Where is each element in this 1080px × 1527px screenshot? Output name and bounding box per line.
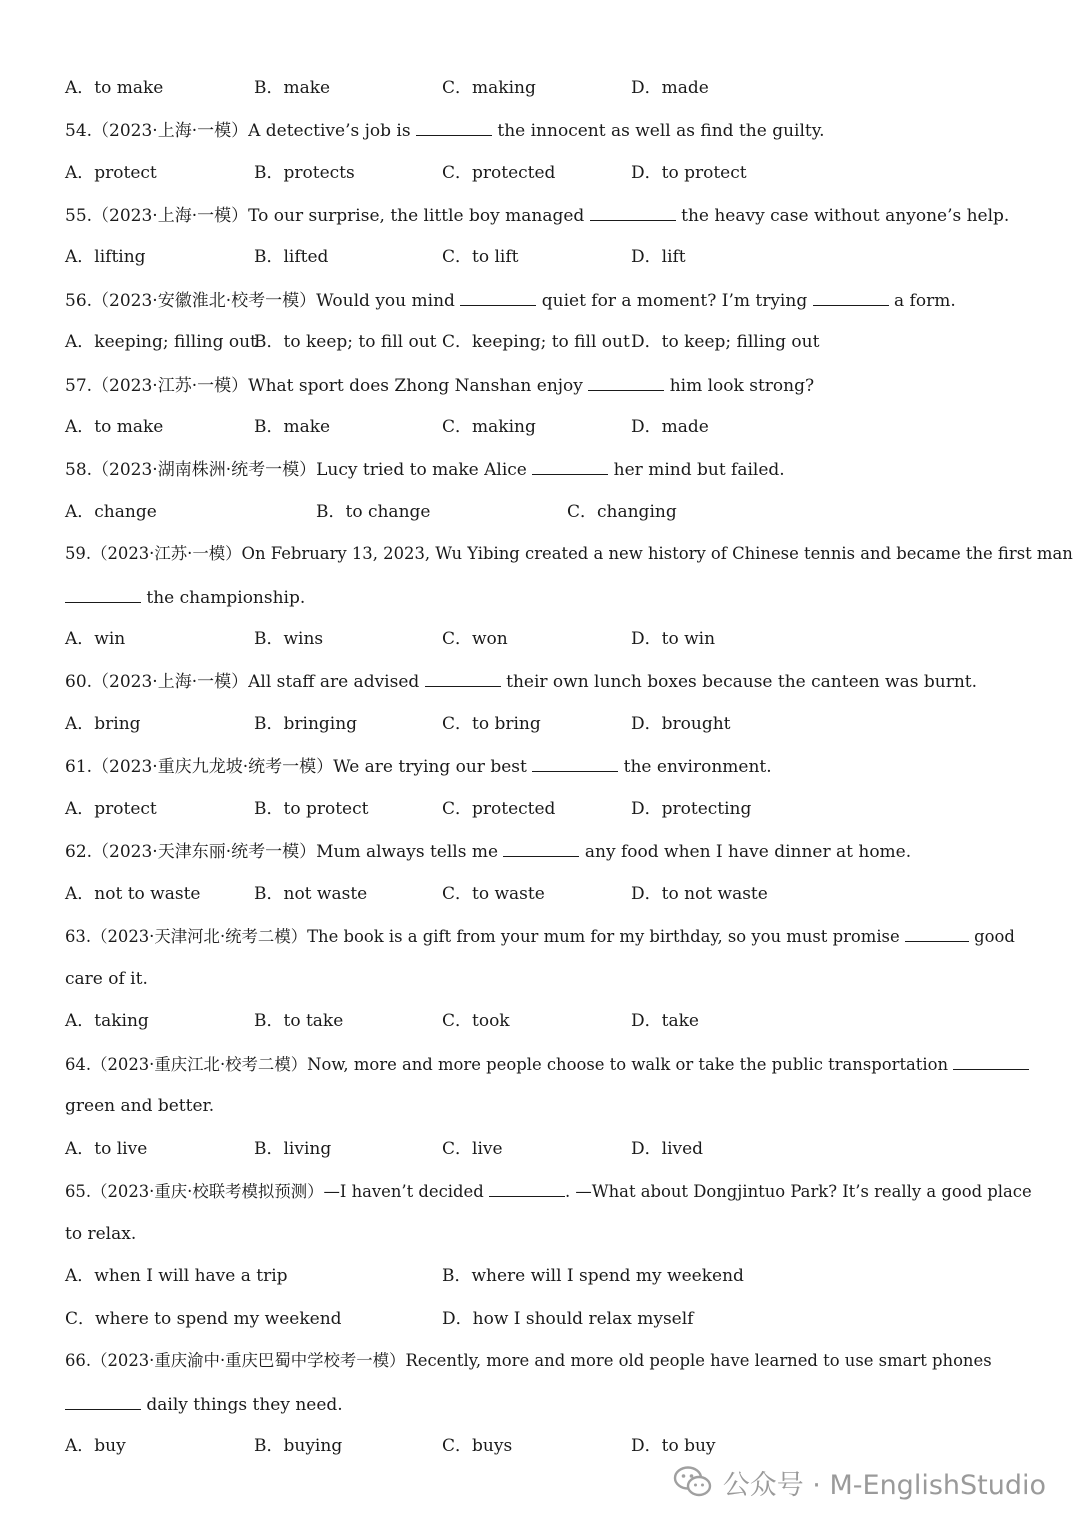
q56-option-b: B．to keep; to fill out — [254, 332, 437, 352]
q63-option-a: A．taking — [65, 1011, 149, 1031]
q60-option-c: C．to bring — [442, 714, 541, 734]
q65-option-b: B．where will I spend my weekend — [442, 1266, 744, 1286]
q54-option-b: B．protects — [254, 163, 355, 183]
q64-option-a: A．to live — [65, 1139, 148, 1159]
watermark-text: 公众号 · M-EnglishStudio — [722, 1469, 1046, 1501]
q63-option-c: C．took — [442, 1011, 510, 1031]
q59-option-c: C．won — [442, 629, 508, 649]
q63-option-b: B．to take — [254, 1011, 344, 1031]
q54-option-d: D．to protect — [631, 163, 747, 183]
q53-option-a: A．to make — [65, 78, 164, 98]
q65-option-c: C．where to spend my weekend — [65, 1309, 342, 1329]
answer-blank — [416, 119, 492, 136]
q60-option-b: B．bringing — [254, 714, 358, 734]
q57-option-c: C．making — [442, 417, 536, 437]
q59-option-d: D．to win — [631, 629, 716, 649]
answer-blank — [953, 1053, 1029, 1070]
q64-stem: 64.（2023·重庆江北·校考二模）Now, more and more people choose to walk or take the public transportation — [65, 1053, 1040, 1076]
answer-blank — [65, 1393, 141, 1410]
q54-option-a: A．protect — [65, 163, 157, 183]
q62-stem: 62.（2023·天津东丽·统考一模）Mum always tells me any food when I have dinner at home. — [65, 842, 912, 862]
q58-option-c: C．changing — [567, 502, 677, 522]
q62-option-b: B．not waste — [254, 884, 368, 904]
q61-option-c: C．protected — [442, 799, 556, 819]
q63-stem: 63.（2023·天津河北·统考二模）The book is a gift from your mum for my birthday, so you must promise good — [65, 927, 1015, 946]
q62-option-d: D．to not waste — [631, 884, 768, 904]
q57-option-d: D．made — [631, 417, 709, 437]
q63-stem-line2: care of it. — [65, 969, 148, 989]
q64-stem-line2: green and better. — [65, 1096, 215, 1116]
answer-blank — [489, 1180, 565, 1197]
q55-stem: 55.（2023·上海·一模）To our surprise, the little boy managed the heavy case without anyone’s help. — [65, 206, 1010, 226]
q59-stem-line2: the championship. — [65, 586, 1040, 609]
q66-stem-line2: daily things they need. — [65, 1393, 1040, 1416]
q66-option-d: D．to buy — [631, 1436, 716, 1456]
watermark — [673, 1462, 1046, 1502]
answer-blank — [65, 586, 141, 603]
q59-option-a: A．win — [65, 629, 126, 649]
q65-stem: 65.（2023·重庆·校联考模拟预测）—I haven’t decided . —What about Dongjintuo Park? It’s really a good place — [65, 1182, 1032, 1201]
q53-option-b: B．make — [254, 78, 331, 98]
q54-stem: 54.（2023·上海·一模）A detective’s job is the innocent as well as find the guilty. — [65, 121, 825, 141]
q56-option-d: D．to keep; filling out — [631, 332, 820, 352]
q58-option-a: A．change — [65, 502, 157, 522]
q65-stem-line2: to relax. — [65, 1224, 137, 1244]
q66-option-b: B．buying — [254, 1436, 343, 1456]
q53-option-d: D．made — [631, 78, 709, 98]
q64-option-b: B．living — [254, 1139, 332, 1159]
answer-blank — [532, 458, 608, 475]
answer-blank — [503, 840, 579, 857]
answer-blank — [813, 289, 889, 306]
q60-option-d: D．brought — [631, 714, 731, 734]
answer-blank — [460, 289, 536, 306]
q54-option-c: C．protected — [442, 163, 556, 183]
q61-option-d: D．protecting — [631, 799, 752, 819]
q65-option-a: A．when I will have a trip — [65, 1266, 288, 1286]
q59-option-b: B．wins — [254, 629, 324, 649]
q56-option-c: C．keeping; to fill out — [442, 332, 630, 352]
answer-blank — [905, 925, 969, 942]
q58-stem: 58.（2023·湖南株洲·统考一模）Lucy tried to make Alice her mind but failed. — [65, 460, 785, 480]
q66-option-a: A．buy — [65, 1436, 126, 1456]
q64-option-c: C．live — [442, 1139, 503, 1159]
answer-blank — [588, 374, 664, 391]
q56-stem: 56.（2023·安徽淮北·校考一模）Would you mind quiet for a moment? I’m trying a form. — [65, 291, 956, 311]
q55-option-a: A．lifting — [65, 247, 146, 267]
q57-stem: 57.（2023·江苏·一模）What sport does Zhong Nanshan enjoy him look strong? — [65, 376, 815, 396]
q61-option-b: B．to protect — [254, 799, 369, 819]
answer-blank — [425, 670, 501, 687]
q56-option-a: A．keeping; filling out — [65, 332, 257, 352]
wechat-icon — [673, 1465, 713, 1499]
q61-stem: 61.（2023·重庆九龙坡·统考一模）We are trying our best the environment. — [65, 757, 772, 777]
q66-option-c: C．buys — [442, 1436, 513, 1456]
q57-option-a: A．to make — [65, 417, 164, 437]
answer-blank — [532, 755, 618, 772]
q65-option-d: D．how I should relax myself — [442, 1309, 694, 1329]
q55-option-b: B．lifted — [254, 247, 329, 267]
q60-stem: 60.（2023·上海·一模）All staff are advised their own lunch boxes because the canteen was burnt. — [65, 672, 978, 692]
q59-stem: 59.（2023·江苏·一模）On February 13, 2023, Wu Yibing created a new history of Chinese tennis and became the first man — [65, 544, 1073, 563]
q55-option-d: D．lift — [631, 247, 686, 267]
answer-blank — [590, 204, 676, 221]
q62-option-a: A．not to waste — [65, 884, 201, 904]
q57-option-b: B．make — [254, 417, 331, 437]
q55-option-c: C．to lift — [442, 247, 519, 267]
q61-option-a: A．protect — [65, 799, 157, 819]
q58-option-b: B．to change — [316, 502, 431, 522]
q53-option-c: C．making — [442, 78, 536, 98]
q64-option-d: D．lived — [631, 1139, 704, 1159]
q66-stem: 66.（2023·重庆渝中·重庆巴蜀中学校考一模）Recently, more and more old people have learned to use smart phones — [65, 1351, 992, 1370]
q63-option-d: D．take — [631, 1011, 699, 1031]
q60-option-a: A．bring — [65, 714, 141, 734]
q62-option-c: C．to waste — [442, 884, 545, 904]
